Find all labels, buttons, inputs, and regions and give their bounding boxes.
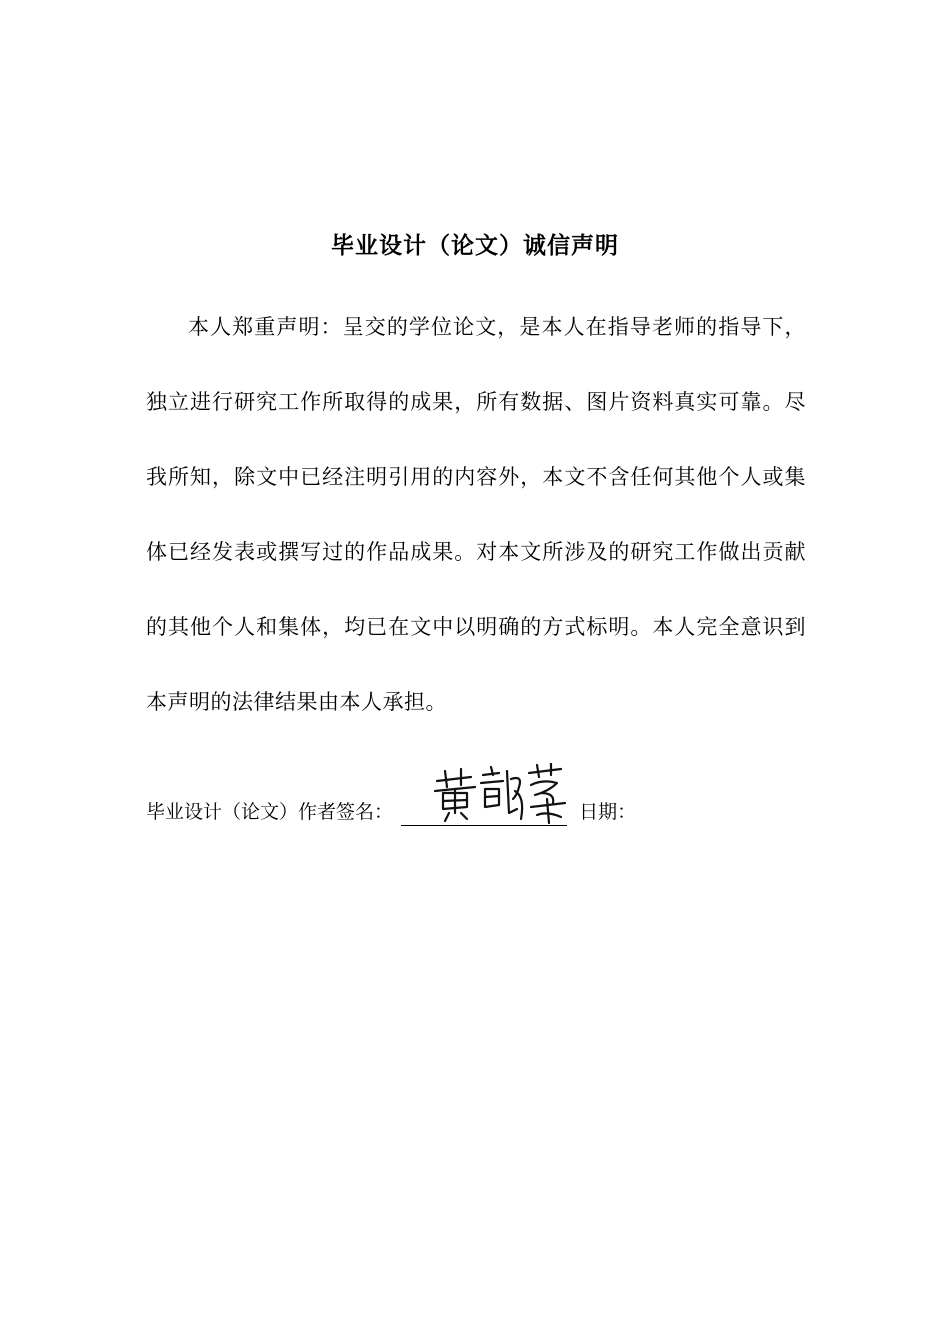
page-title: 毕业设计（论文）诚信声明 (331, 233, 619, 259)
date-label: 日期： (579, 801, 637, 823)
signature-line (401, 793, 567, 826)
signature-row (146, 790, 636, 834)
author-signature-label: 毕业设计（论文）作者签名： (146, 801, 394, 823)
declaration-text: 本人郑重声明：呈交的学位论文，是本人在指导老师的指导下，独立进行研究工作所取得的成果，所有数据、图片资料真实可靠。尽我所知，除文中已经注明引用的内容外，本文不含任何其他个人或集体已经发表或撰写过的作品成果。对本文所涉及的研究工作做出贡献的其他个人和集体，均已在文中以明确的方式标明。本人完全意识到本声明的法律结果由本人承担。 (146, 315, 806, 714)
handwritten-signature (431, 763, 571, 827)
